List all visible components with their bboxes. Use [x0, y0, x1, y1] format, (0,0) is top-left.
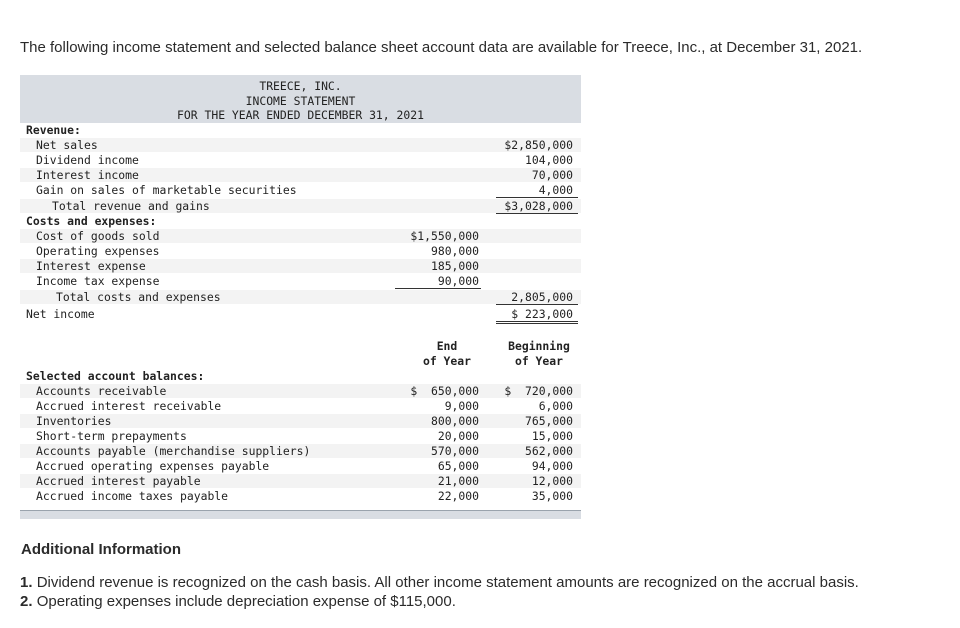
revenue-heading: Revenue: — [26, 123, 81, 137]
row-end-value: 21,000 — [437, 474, 479, 488]
row-amount: $1,550,000 — [410, 229, 479, 243]
row-label: Interest income — [36, 168, 139, 182]
statement-period: FOR THE YEAR ENDED DECEMBER 31, 2021 — [177, 108, 424, 122]
table-row — [20, 444, 581, 458]
row-amount: 4,000 — [538, 183, 573, 197]
row-end-value: 800,000 — [430, 414, 479, 428]
col-begin-heading-2: of Year — [514, 354, 563, 368]
total-revenue-amount: $3,028,000 — [504, 199, 573, 213]
row-label: Accounts receivable — [36, 384, 167, 398]
row-amount: 90,000 — [437, 274, 479, 288]
row-label: Short-term prepayments — [36, 429, 187, 443]
balances-heading-row — [20, 369, 581, 383]
row-amount: 70,000 — [531, 168, 573, 182]
note-text: Operating expenses include depreciation expense of $115,000. — [36, 593, 456, 610]
row-end-value: 9,000 — [444, 399, 479, 413]
row-begin-value: 15,000 — [531, 429, 573, 443]
intro-text: The following income statement and selected balance sheet account data are available for Treece, Inc., at December 31, 2021. — [20, 39, 863, 56]
note-2 — [20, 593, 456, 610]
row-label: Inventories — [36, 414, 112, 428]
total-costs-label: Total costs and expenses — [56, 290, 221, 304]
row-amount: $2,850,000 — [504, 138, 573, 152]
balances-heading: Selected account balances: — [26, 369, 205, 383]
row-label: Interest expense — [36, 259, 146, 273]
table-row — [20, 259, 581, 273]
total-revenue-label: Total revenue and gains — [52, 199, 210, 213]
row-label: Accrued interest payable — [36, 474, 201, 488]
statement-title: INCOME STATEMENT — [245, 94, 356, 108]
note-number: 1. — [20, 574, 33, 591]
underline — [395, 288, 481, 289]
note-1 — [20, 574, 859, 591]
income-statement — [20, 75, 581, 519]
net-income-amount: $ 223,000 — [511, 307, 573, 321]
row-end-value: 65,000 — [437, 459, 479, 473]
row-amount: 104,000 — [524, 153, 573, 167]
row-label: Operating expenses — [36, 244, 160, 258]
row-end-value: 22,000 — [437, 489, 479, 503]
row-label: Cost of goods sold — [36, 229, 160, 243]
table-row — [20, 384, 581, 398]
table-row — [20, 474, 581, 488]
row-end-value: 570,000 — [430, 444, 479, 458]
costs-heading: Costs and expenses: — [26, 214, 157, 228]
statement-header — [20, 75, 581, 123]
row-label: Accrued interest receivable — [36, 399, 222, 413]
table-row — [20, 307, 581, 321]
note-text: Dividend revenue is recognized on the cash basis. All other income statement amounts are recognized on the accrual basis. — [36, 574, 859, 591]
double-underline — [496, 323, 578, 324]
row-amount: 980,000 — [430, 244, 479, 258]
table-row — [20, 290, 581, 304]
company-name: TREECE, INC. — [259, 79, 342, 93]
row-label: Accrued operating expenses payable — [36, 459, 270, 473]
additional-info-title: Additional Information — [21, 541, 181, 558]
table-row — [20, 138, 581, 152]
row-label: Net sales — [36, 138, 98, 152]
total-costs-amount: 2,805,000 — [511, 290, 573, 304]
table-row — [20, 414, 581, 428]
table-row — [20, 183, 581, 197]
table-row — [20, 229, 581, 243]
row-end-value: $ 650,000 — [410, 384, 479, 398]
double-underline — [496, 321, 578, 322]
col-begin-heading-1: Beginning — [508, 339, 570, 353]
row-label: Dividend income — [36, 153, 139, 167]
table-row — [20, 399, 581, 413]
col-end-heading-2: of Year — [422, 354, 471, 368]
table-row — [20, 274, 581, 288]
underline — [496, 304, 578, 305]
row-label: Income tax expense — [36, 274, 160, 288]
row-begin-value: 562,000 — [524, 444, 573, 458]
row-begin-value: 12,000 — [531, 474, 573, 488]
row-label: Gain on sales of marketable securities — [36, 183, 297, 197]
revenue-heading-row — [20, 123, 581, 137]
row-begin-value: 35,000 — [531, 489, 573, 503]
row-amount: 185,000 — [430, 259, 479, 273]
row-begin-value: 94,000 — [531, 459, 573, 473]
table-row — [20, 168, 581, 182]
table-row — [20, 489, 581, 503]
table-row — [20, 153, 581, 167]
table-row — [20, 244, 581, 258]
note-number: 2. — [20, 593, 33, 610]
table-row — [20, 429, 581, 443]
table-row — [20, 199, 581, 213]
row-label: Accounts payable (merchandise suppliers) — [36, 444, 311, 458]
row-label: Accrued income taxes payable — [36, 489, 229, 503]
row-begin-value: 6,000 — [538, 399, 573, 413]
col-end-heading-1: End — [436, 339, 458, 353]
row-begin-value: $ 720,000 — [504, 384, 573, 398]
underline — [496, 197, 578, 198]
row-begin-value: 765,000 — [524, 414, 573, 428]
costs-heading-row — [20, 214, 581, 228]
net-income-label: Net income — [26, 307, 95, 321]
row-end-value: 20,000 — [437, 429, 479, 443]
table-footer-bar — [20, 510, 581, 519]
table-row — [20, 459, 581, 473]
